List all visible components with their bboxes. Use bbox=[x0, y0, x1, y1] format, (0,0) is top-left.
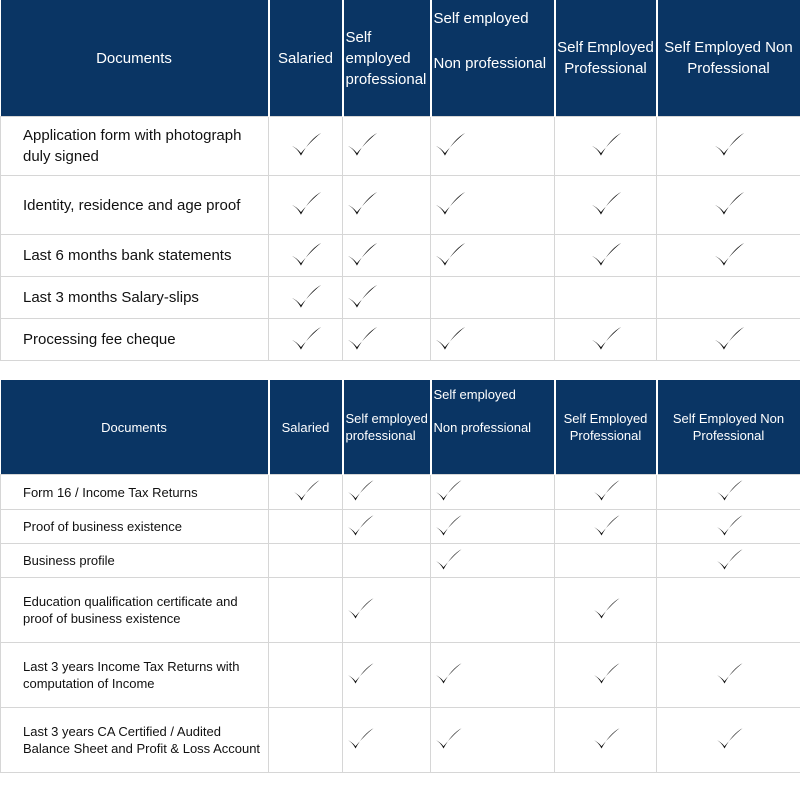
check-cell bbox=[555, 319, 657, 361]
check-cell bbox=[431, 643, 555, 708]
check-cell bbox=[269, 544, 343, 578]
check-cell bbox=[555, 117, 657, 176]
check-mark-icon bbox=[433, 547, 463, 571]
check-cell bbox=[269, 643, 343, 708]
check-mark-icon bbox=[345, 662, 375, 686]
row-label: Last 3 years CA Certified / Audited Balance Sheet and Profit & Loss Account bbox=[1, 708, 269, 773]
table-row bbox=[1, 235, 800, 277]
documents-table-2 bbox=[0, 380, 800, 773]
check-cell bbox=[343, 544, 431, 578]
check-mark-icon bbox=[589, 131, 623, 158]
check-cell bbox=[431, 117, 555, 176]
check-mark-icon bbox=[591, 479, 621, 503]
check-mark-icon bbox=[433, 325, 467, 352]
table-row bbox=[1, 708, 800, 773]
check-cell bbox=[657, 708, 800, 773]
check-cell bbox=[555, 578, 657, 643]
check-cell bbox=[269, 578, 343, 643]
table-row bbox=[1, 578, 800, 643]
row-label: Form 16 / Income Tax Returns bbox=[1, 475, 269, 510]
header-self-employed-non-professional-2: Self Employed Non Professional bbox=[657, 0, 800, 117]
check-mark-icon bbox=[433, 513, 463, 537]
check-mark-icon bbox=[345, 513, 375, 537]
check-cell bbox=[431, 578, 555, 643]
check-cell bbox=[431, 544, 555, 578]
check-mark-icon bbox=[591, 513, 621, 537]
check-mark-icon bbox=[714, 513, 744, 537]
header-self-employed-professional: Self employed professional bbox=[343, 380, 431, 475]
table-row bbox=[1, 510, 800, 544]
check-cell bbox=[431, 277, 555, 319]
row-label: Processing fee cheque bbox=[1, 319, 269, 361]
check-cell bbox=[343, 643, 431, 708]
row-label: Education qualification certificate and proof of business existence bbox=[1, 578, 269, 643]
check-mark-icon bbox=[589, 190, 623, 217]
check-cell bbox=[269, 277, 343, 319]
check-mark-icon bbox=[433, 241, 467, 268]
check-cell bbox=[343, 708, 431, 773]
row-label: Last 3 months Salary-slips bbox=[1, 277, 269, 319]
header-self-employed-professional-2: Self Employed Professional bbox=[555, 0, 657, 117]
table-row bbox=[1, 544, 800, 578]
table-row bbox=[1, 643, 800, 708]
row-label: Last 6 months bank statements bbox=[1, 235, 269, 277]
check-mark-icon bbox=[589, 241, 623, 268]
check-mark-icon bbox=[589, 325, 623, 352]
check-cell bbox=[657, 510, 800, 544]
table-row bbox=[1, 475, 800, 510]
check-cell bbox=[555, 708, 657, 773]
check-cell bbox=[431, 708, 555, 773]
check-mark-icon bbox=[712, 241, 746, 268]
check-mark-icon bbox=[712, 325, 746, 352]
check-mark-icon bbox=[345, 325, 379, 352]
check-cell bbox=[343, 510, 431, 544]
check-cell bbox=[269, 510, 343, 544]
check-cell bbox=[343, 235, 431, 277]
check-mark-icon bbox=[712, 131, 746, 158]
row-label: Identity, residence and age proof bbox=[1, 176, 269, 235]
check-cell bbox=[343, 578, 431, 643]
check-cell bbox=[555, 643, 657, 708]
row-label: Application form with photograph duly signed bbox=[1, 117, 269, 176]
check-cell bbox=[555, 176, 657, 235]
header-self-employed-non-professional bbox=[431, 380, 555, 475]
check-cell bbox=[555, 510, 657, 544]
header-line-1: Self employed bbox=[433, 387, 516, 402]
header-self-employed-professional-2: Self Employed Professional bbox=[555, 380, 657, 475]
check-mark-icon bbox=[289, 131, 323, 158]
check-cell bbox=[555, 235, 657, 277]
table-header-row bbox=[1, 0, 800, 117]
check-mark-icon bbox=[345, 727, 375, 751]
check-cell bbox=[555, 277, 657, 319]
check-cell bbox=[269, 176, 343, 235]
check-mark-icon bbox=[289, 190, 323, 217]
check-cell bbox=[269, 475, 343, 510]
check-mark-icon bbox=[289, 325, 323, 352]
row-label: Proof of business existence bbox=[1, 510, 269, 544]
check-mark-icon bbox=[712, 190, 746, 217]
header-line-2: Non professional bbox=[433, 420, 532, 435]
check-cell bbox=[657, 117, 800, 176]
check-mark-icon bbox=[433, 479, 463, 503]
check-mark-icon bbox=[345, 283, 379, 310]
check-mark-icon bbox=[433, 727, 463, 751]
check-cell bbox=[657, 319, 800, 361]
header-documents: Documents bbox=[1, 0, 269, 117]
header-self-employed-non-professional bbox=[431, 0, 555, 117]
check-cell bbox=[343, 319, 431, 361]
check-cell bbox=[657, 544, 800, 578]
check-mark-icon bbox=[345, 131, 379, 158]
check-cell bbox=[343, 176, 431, 235]
header-line-2: Non professional bbox=[433, 55, 547, 72]
check-mark-icon bbox=[591, 662, 621, 686]
check-mark-icon bbox=[714, 479, 744, 503]
check-cell bbox=[555, 475, 657, 510]
check-mark-icon bbox=[345, 241, 379, 268]
check-mark-icon bbox=[433, 131, 467, 158]
check-cell bbox=[269, 235, 343, 277]
check-cell bbox=[431, 319, 555, 361]
table-row bbox=[1, 277, 800, 319]
header-self-employed-professional: Self employed professional bbox=[343, 0, 431, 117]
header-salaried: Salaried bbox=[269, 0, 343, 117]
check-cell bbox=[431, 235, 555, 277]
check-mark-icon bbox=[714, 727, 744, 751]
check-mark-icon bbox=[591, 727, 621, 751]
check-cell bbox=[269, 708, 343, 773]
table-row bbox=[1, 176, 800, 235]
check-mark-icon bbox=[433, 190, 467, 217]
header-salaried: Salaried bbox=[269, 380, 343, 475]
table-row bbox=[1, 117, 800, 176]
check-cell bbox=[555, 544, 657, 578]
documents-table-1 bbox=[0, 0, 800, 361]
check-cell bbox=[431, 176, 555, 235]
table-row bbox=[1, 319, 800, 361]
row-label: Business profile bbox=[1, 544, 269, 578]
check-cell bbox=[431, 510, 555, 544]
check-cell bbox=[343, 475, 431, 510]
check-mark-icon bbox=[433, 662, 463, 686]
check-mark-icon bbox=[345, 190, 379, 217]
check-cell bbox=[657, 643, 800, 708]
check-mark-icon bbox=[289, 283, 323, 310]
check-cell bbox=[343, 117, 431, 176]
row-label: Last 3 years Income Tax Returns with computation of Income bbox=[1, 643, 269, 708]
check-cell bbox=[269, 117, 343, 176]
check-cell bbox=[657, 235, 800, 277]
header-documents: Documents bbox=[1, 380, 269, 475]
table-header-row bbox=[1, 380, 800, 475]
check-mark-icon bbox=[714, 662, 744, 686]
check-mark-icon bbox=[591, 597, 621, 621]
check-mark-icon bbox=[289, 241, 323, 268]
header-self-employed-non-professional-2: Self Employed Non Professional bbox=[657, 380, 800, 475]
check-cell bbox=[657, 475, 800, 510]
check-mark-icon bbox=[345, 479, 375, 503]
check-cell bbox=[657, 578, 800, 643]
check-mark-icon bbox=[714, 547, 744, 571]
check-cell bbox=[657, 277, 800, 319]
header-line-1: Self employed bbox=[433, 10, 529, 27]
check-cell bbox=[657, 176, 800, 235]
check-cell bbox=[343, 277, 431, 319]
check-mark-icon bbox=[291, 479, 321, 503]
check-mark-icon bbox=[345, 597, 375, 621]
check-cell bbox=[431, 475, 555, 510]
check-cell bbox=[269, 319, 343, 361]
